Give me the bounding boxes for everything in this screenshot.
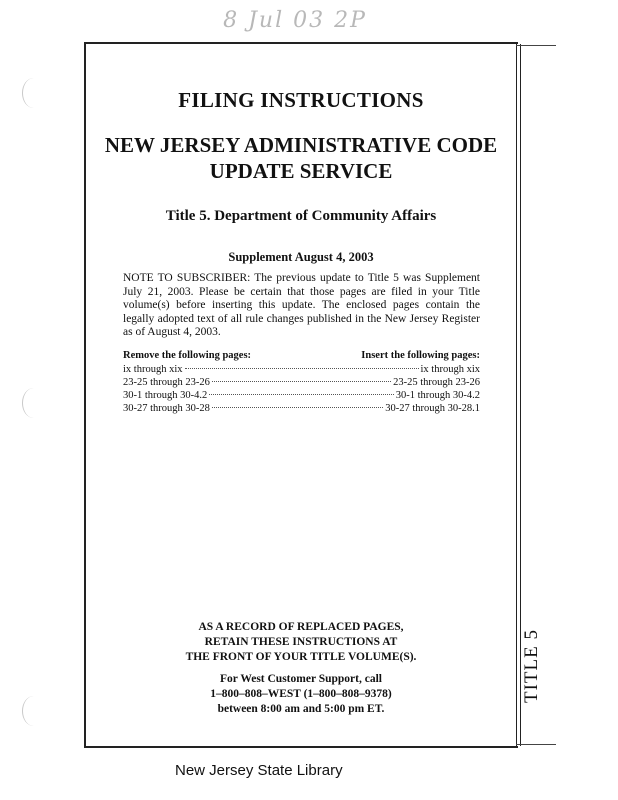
dot-leader [212,407,383,408]
remove-pages: 30-1 through 30-4.2 [123,390,208,401]
table-row [123,363,480,376]
library-stamp: New Jersey State Library [175,762,343,779]
department-title: Title 5. Department of Community Affairs [165,208,437,224]
punch-hole [22,388,45,418]
table-row [123,376,480,389]
support-phone: 1–800–808–WEST (1–800–808–9378) [210,688,392,700]
insert-pages: 23-25 through 23-26 [393,377,480,388]
page-title: FILING INSTRUCTIONS [178,88,424,112]
title-tab [512,626,552,706]
code-title [86,132,516,184]
insert-pages: ix through xix [420,364,480,375]
subscriber-note: NOTE TO SUBSCRIBER: The previous update to Title 5 was Supplement July 21, 2003. Please be certain that those pages are filed in your Title volume(s) before inserting this update. The enclosed pages contain the legally adopted text of all rule changes published in the New Jersey Register as of August 4, 2003. [123,272,480,338]
insert-header: Insert the following pages: [361,350,480,361]
pages-table [123,350,480,415]
dot-leader [185,368,419,369]
insert-pages: 30-1 through 30-4.2 [395,390,480,401]
insert-pages: 30-27 through 30-28.1 [385,403,480,414]
support-hours: between 8:00 am and 5:00 pm ET. [217,703,385,715]
dot-leader [209,394,393,395]
remove-header: Remove the following pages: [123,350,252,361]
support-line: For West Customer Support, call [220,673,382,685]
tab-bottom-rule [516,744,556,745]
tab-top-rule [516,45,556,46]
record-instructions [86,620,516,665]
handwritten-note: 8 Jul 03 2P [223,8,367,33]
code-title-line: NEW JERSEY ADMINISTRATIVE CODE [104,133,498,157]
table-row [123,389,480,402]
dot-leader [212,381,391,382]
customer-support [86,672,516,717]
supplement-date: Supplement August 4, 2003 [228,250,374,264]
punch-hole [22,696,45,726]
record-line: AS A RECORD OF REPLACED PAGES, [198,621,404,633]
remove-pages: ix through xix [123,364,183,375]
record-line: RETAIN THESE INSTRUCTIONS AT [204,636,398,648]
title-tab-label: TITLE 5 [521,628,543,704]
table-row [123,402,480,415]
record-line: THE FRONT OF YOUR TITLE VOLUME(S). [185,651,417,663]
punch-hole [22,78,45,108]
remove-pages: 23-25 through 23-26 [123,377,210,388]
remove-pages: 30-27 through 30-28 [123,403,210,414]
code-title-line: UPDATE SERVICE [209,159,393,183]
pages-table-header [123,350,480,361]
